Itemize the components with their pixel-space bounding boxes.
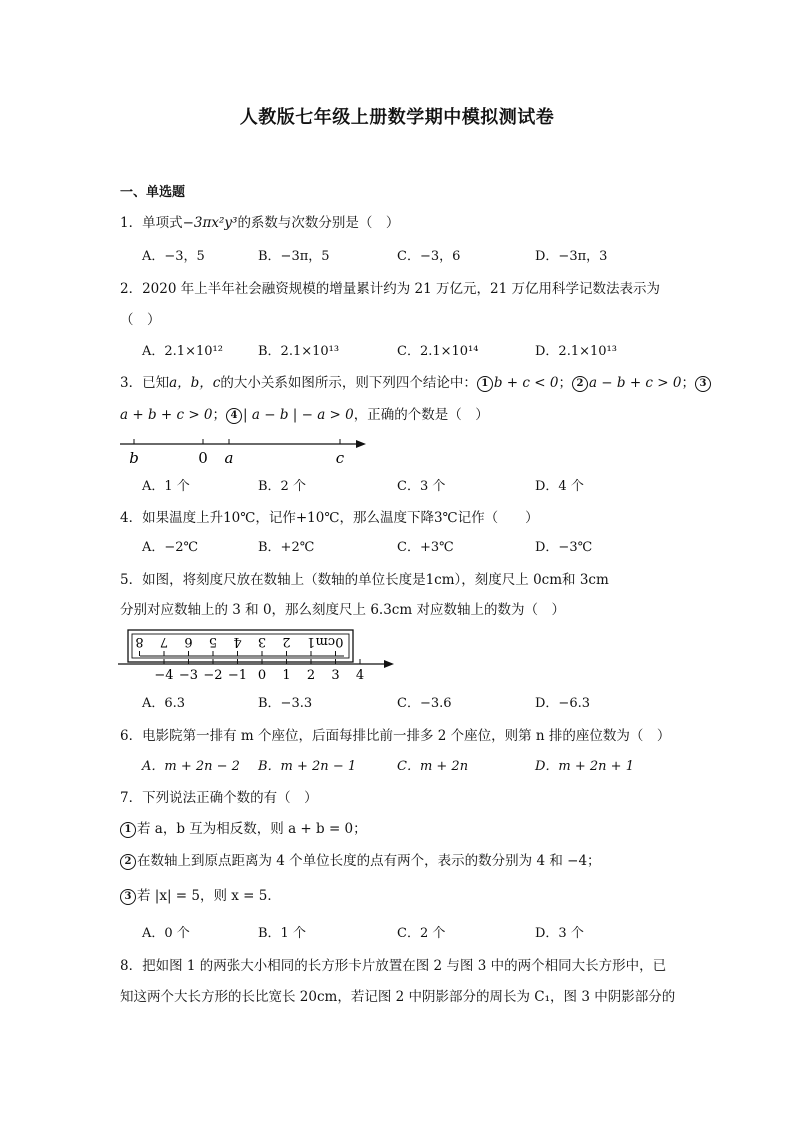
question-4: 4．如果温度上升10℃，记作+10℃，那么温度下降3℃记作（ ）	[120, 510, 539, 526]
circled-1-icon: 1	[120, 822, 136, 838]
section-heading: 一、单选题	[120, 185, 186, 200]
circled-3-icon: 3	[120, 889, 136, 905]
q7-options	[142, 924, 702, 944]
option-c[interactable]: C．3 个	[397, 479, 446, 494]
axis-label: 1	[282, 668, 291, 682]
q3-conclusion-2: a − b + c > 0	[588, 375, 682, 391]
q3-number-line	[118, 432, 378, 468]
circled-3-icon: 3	[695, 376, 711, 392]
question-3-line-2: a + b + c > 0； 4 | a − b | − a > 0，正确的个数是（ ）	[120, 407, 489, 423]
q1-prefix: 1．单项式	[120, 215, 183, 231]
option-b[interactable]: B．−3.3	[258, 696, 313, 711]
option-a[interactable]: A．−2℃	[142, 540, 199, 555]
ruler-label: 0cm	[315, 634, 344, 649]
circled-2-icon: 2	[120, 854, 136, 870]
option-c[interactable]: C．2 个	[397, 926, 446, 941]
axis-label: 0	[257, 668, 267, 682]
q3-conclusion-3: a + b + c > 0	[120, 407, 213, 423]
option-a[interactable]: A．6.3	[142, 696, 186, 711]
option-c[interactable]: C．−3.6	[397, 696, 452, 711]
circled-1-icon: 1	[477, 376, 493, 392]
q5-options	[142, 694, 702, 714]
arrow-icon	[356, 440, 366, 448]
option-a[interactable]: A．2.1×10¹²	[142, 344, 223, 359]
axis-label: 2	[306, 668, 316, 682]
question-8-line-1: 8．把如图 1 的两张大小相同的长方形卡片放置在图 2 与图 3 中的两个相同大长方形中，已	[120, 958, 667, 974]
q1-expression: −3πx²y³	[182, 215, 238, 231]
question-5-line-2: 分别对应数轴上的 3 和 0，那么刻度尺上 6.3cm 对应数轴上的数为（ ）	[120, 602, 565, 618]
q1-suffix: 的系数与次数分别是（ ）	[237, 215, 400, 231]
q3-options	[142, 477, 702, 497]
q5-ruler-figure	[118, 626, 398, 682]
q7-statement-2-text: 在数轴上到原点距离为 4 个单位长度的点有两个，表示的数分别为 4 和 −4；	[137, 853, 601, 869]
q3-conclusion-4: | a − b | − a > 0	[243, 407, 354, 423]
axis-label: −2	[203, 668, 223, 682]
q3-prefix: 3．已知	[120, 375, 170, 391]
option-a[interactable]: A．m + 2n − 2	[142, 759, 240, 774]
label-0: 0	[198, 449, 208, 467]
option-b[interactable]: B．m + 2n − 1	[258, 759, 357, 774]
option-a[interactable]: A．0 个	[142, 926, 190, 941]
option-c[interactable]: C．−3，6	[397, 249, 461, 264]
q7-statement-1-text: 若 a，b 互为相反数，则 a + b = 0；	[137, 821, 367, 837]
circled-4-icon: 4	[226, 408, 242, 424]
option-b[interactable]: B．1 个	[258, 926, 306, 941]
q3-conclusion-1: b + c < 0	[493, 375, 559, 391]
q2-options	[142, 342, 702, 362]
label-b: b	[129, 449, 139, 467]
option-c[interactable]: C．m + 2n	[397, 759, 469, 774]
option-d[interactable]: D．4 个	[535, 479, 584, 494]
question-2-line-2: （ ）	[120, 312, 161, 328]
ruler-label: 5	[208, 634, 218, 649]
q7-statement-1	[120, 819, 367, 839]
axis-label: −1	[227, 668, 248, 682]
q7-statement-3	[120, 886, 281, 906]
ruler-label: 8	[135, 634, 144, 649]
arrow-icon	[384, 660, 394, 668]
option-d[interactable]: D．−6.3	[535, 696, 590, 711]
ruler-labels	[135, 634, 343, 649]
ruler-ticks	[140, 651, 336, 656]
question-5-line-1: 5．如图，将刻度尺放在数轴上（数轴的单位长度是1cm），刻度尺上 0cm和 3cm	[120, 572, 609, 588]
axis-label: −4	[154, 668, 174, 682]
ruler-label: 2	[282, 634, 291, 649]
q4-options	[142, 538, 702, 558]
option-d[interactable]: D．3 个	[535, 926, 584, 941]
ruler-label: 1	[306, 634, 316, 649]
question-8-line-2: 知这两个大长方形的长比宽长 20cm，若记图 2 中阴影部分的周长为 C₁，图 3 中阴影部分的	[120, 989, 676, 1005]
option-b[interactable]: B．+2℃	[258, 540, 315, 555]
q3-variables: a，b，c	[169, 375, 221, 391]
q1-options	[142, 247, 702, 267]
axis-label: 3	[331, 668, 340, 682]
page-title: 人教版七年级上册数学期中模拟测试卷	[239, 107, 555, 128]
ruler-label: 3	[257, 634, 267, 649]
q7-statement-3-text: 若 |x| = 5，则 x = 5．	[137, 888, 281, 904]
axis-label: −3	[178, 668, 199, 682]
label-c: c	[335, 449, 345, 467]
question-3-line-1: 3．已知a，b，c的大小关系如图所示，则下列四个结论中： 1 b + c < 0； 2 a − b + c > 0； 3	[120, 373, 712, 393]
q3-text: 的大小关系如图所示，则下列四个结论中：	[220, 375, 477, 391]
question-6: 6．电影院第一排有 m 个座位，后面每排比前一排多 2 个座位，则第 n 排的座位数为（ ）	[120, 728, 671, 744]
q7-statement-2	[120, 851, 601, 871]
label-a: a	[224, 449, 234, 467]
axis-label: 4	[355, 668, 365, 682]
ruler-label: 6	[184, 634, 193, 649]
option-d[interactable]: D．−3π，3	[535, 249, 608, 264]
q6-options	[142, 757, 702, 777]
option-a[interactable]: A．−3，5	[142, 249, 205, 264]
question-1	[120, 213, 399, 233]
option-b[interactable]: B．2.1×10¹³	[258, 344, 340, 359]
ruler-label: 4	[233, 634, 242, 649]
circled-2-icon: 2	[572, 376, 588, 392]
option-d[interactable]: D．m + 2n + 1	[535, 759, 634, 774]
question-7: 7．下列说法正确个数的有（ ）	[120, 790, 318, 806]
option-c[interactable]: C．+3℃	[397, 540, 454, 555]
option-d[interactable]: D．−3℃	[535, 540, 593, 555]
option-b[interactable]: B．−3π，5	[258, 249, 330, 264]
q3-tail: ，正确的个数是（ ）	[353, 407, 489, 423]
option-d[interactable]: D．2.1×10¹³	[535, 344, 617, 359]
ruler-label: 7	[159, 634, 169, 649]
option-c[interactable]: C．2.1×10¹⁴	[397, 344, 479, 359]
question-2-line-1: 2．2020 年上半年社会融资规模的增量累计约为 21 万亿元，21 万亿用科学记数法表示为	[120, 281, 660, 297]
option-b[interactable]: B．2 个	[258, 479, 306, 494]
option-a[interactable]: A．1 个	[142, 479, 190, 494]
